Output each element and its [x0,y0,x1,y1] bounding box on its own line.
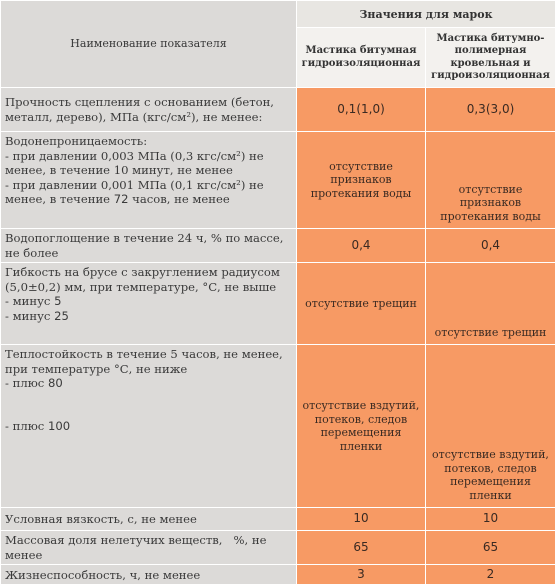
adhesion-name: Прочность сцепления с основанием (бетон, металл, дерево), МПа (кгс/см²), не менее: [1,88,297,132]
flexibility-item-2: - минус 25 [5,309,292,324]
viscosity-name: Условная вязкость, с, не менее [1,508,297,531]
pot-life-name: Жизнеспособность, ч, не менее [1,565,297,585]
param-name-header: Наименование показателя [1,1,297,88]
nonvolatile-value-a: 65 [297,531,426,565]
row-viscosity [1,508,555,531]
flexibility-value-b: отсутствие трещин [426,263,555,345]
heat-value-a: отсутствие вздутий, потеков, следов перемещения пленки [297,345,426,508]
heat-value-b: отсутствие вздутий, потеков, следов перемещения пленки [426,345,555,508]
row-heat [1,345,555,508]
header-row-group [1,1,555,28]
row-flexibility [1,263,555,345]
waterproof-value-a: отсутствие признаков протекания воды [297,132,426,229]
waterproof-item-2: - при давлении 0,001 МПа (0,1 кгс/см²) не менее, в течение 72 часов, не менее [5,178,292,207]
row-absorption [1,229,555,263]
adhesion-value-b: 0,3(3,0) [426,88,555,132]
heat-title: Теплостойкость в течение 5 часов, не менее, при температуре °С, не ниже [5,347,292,376]
marks-group-header: Значения для марок [297,1,555,28]
adhesion-value-a: 0,1(1,0) [297,88,426,132]
heat-item-2: - плюс 100 [5,419,292,434]
heat-name [1,345,297,508]
waterproof-title: Водонепроницаемость: [5,134,292,149]
viscosity-value-b: 10 [426,508,555,531]
mark-a-header: Мастика битумная гидроизоляционная [297,28,426,88]
flexibility-value-a: отсутствие трещин [297,263,426,345]
row-pot-life [1,565,555,585]
nonvolatile-name: Массовая доля нелетучих веществ, %, не менее [1,531,297,565]
flexibility-title: Гибкость на брусе с закруглением радиусом (5,0±0,2) мм, при температуре, °С, не выше [5,265,292,294]
waterproof-name [1,132,297,229]
row-nonvolatile [1,531,555,565]
absorption-name: Водопоглощение в течение 24 ч, % по массе, не более [1,229,297,263]
absorption-value-b: 0,4 [426,229,555,263]
flexibility-name [1,263,297,345]
flexibility-item-1: - минус 5 [5,294,292,309]
heat-item-1: - плюс 80 [5,376,292,391]
row-waterproof [1,132,555,229]
row-adhesion [1,88,555,132]
waterproof-value-b: отсутствие признаков протекания воды [426,132,555,229]
viscosity-value-a: 10 [297,508,426,531]
pot-life-value-a: 3 [297,565,426,585]
mark-b-header: Мастика битумно-полимерная кровельная и гидроизоляционная [426,28,555,88]
pot-life-value-b: 2 [426,565,555,585]
waterproof-item-1: - при давлении 0,003 МПа (0,3 кгс/см²) не менее, в течение 10 минут, не менее [5,149,292,178]
absorption-value-a: 0,4 [297,229,426,263]
nonvolatile-value-b: 65 [426,531,555,565]
